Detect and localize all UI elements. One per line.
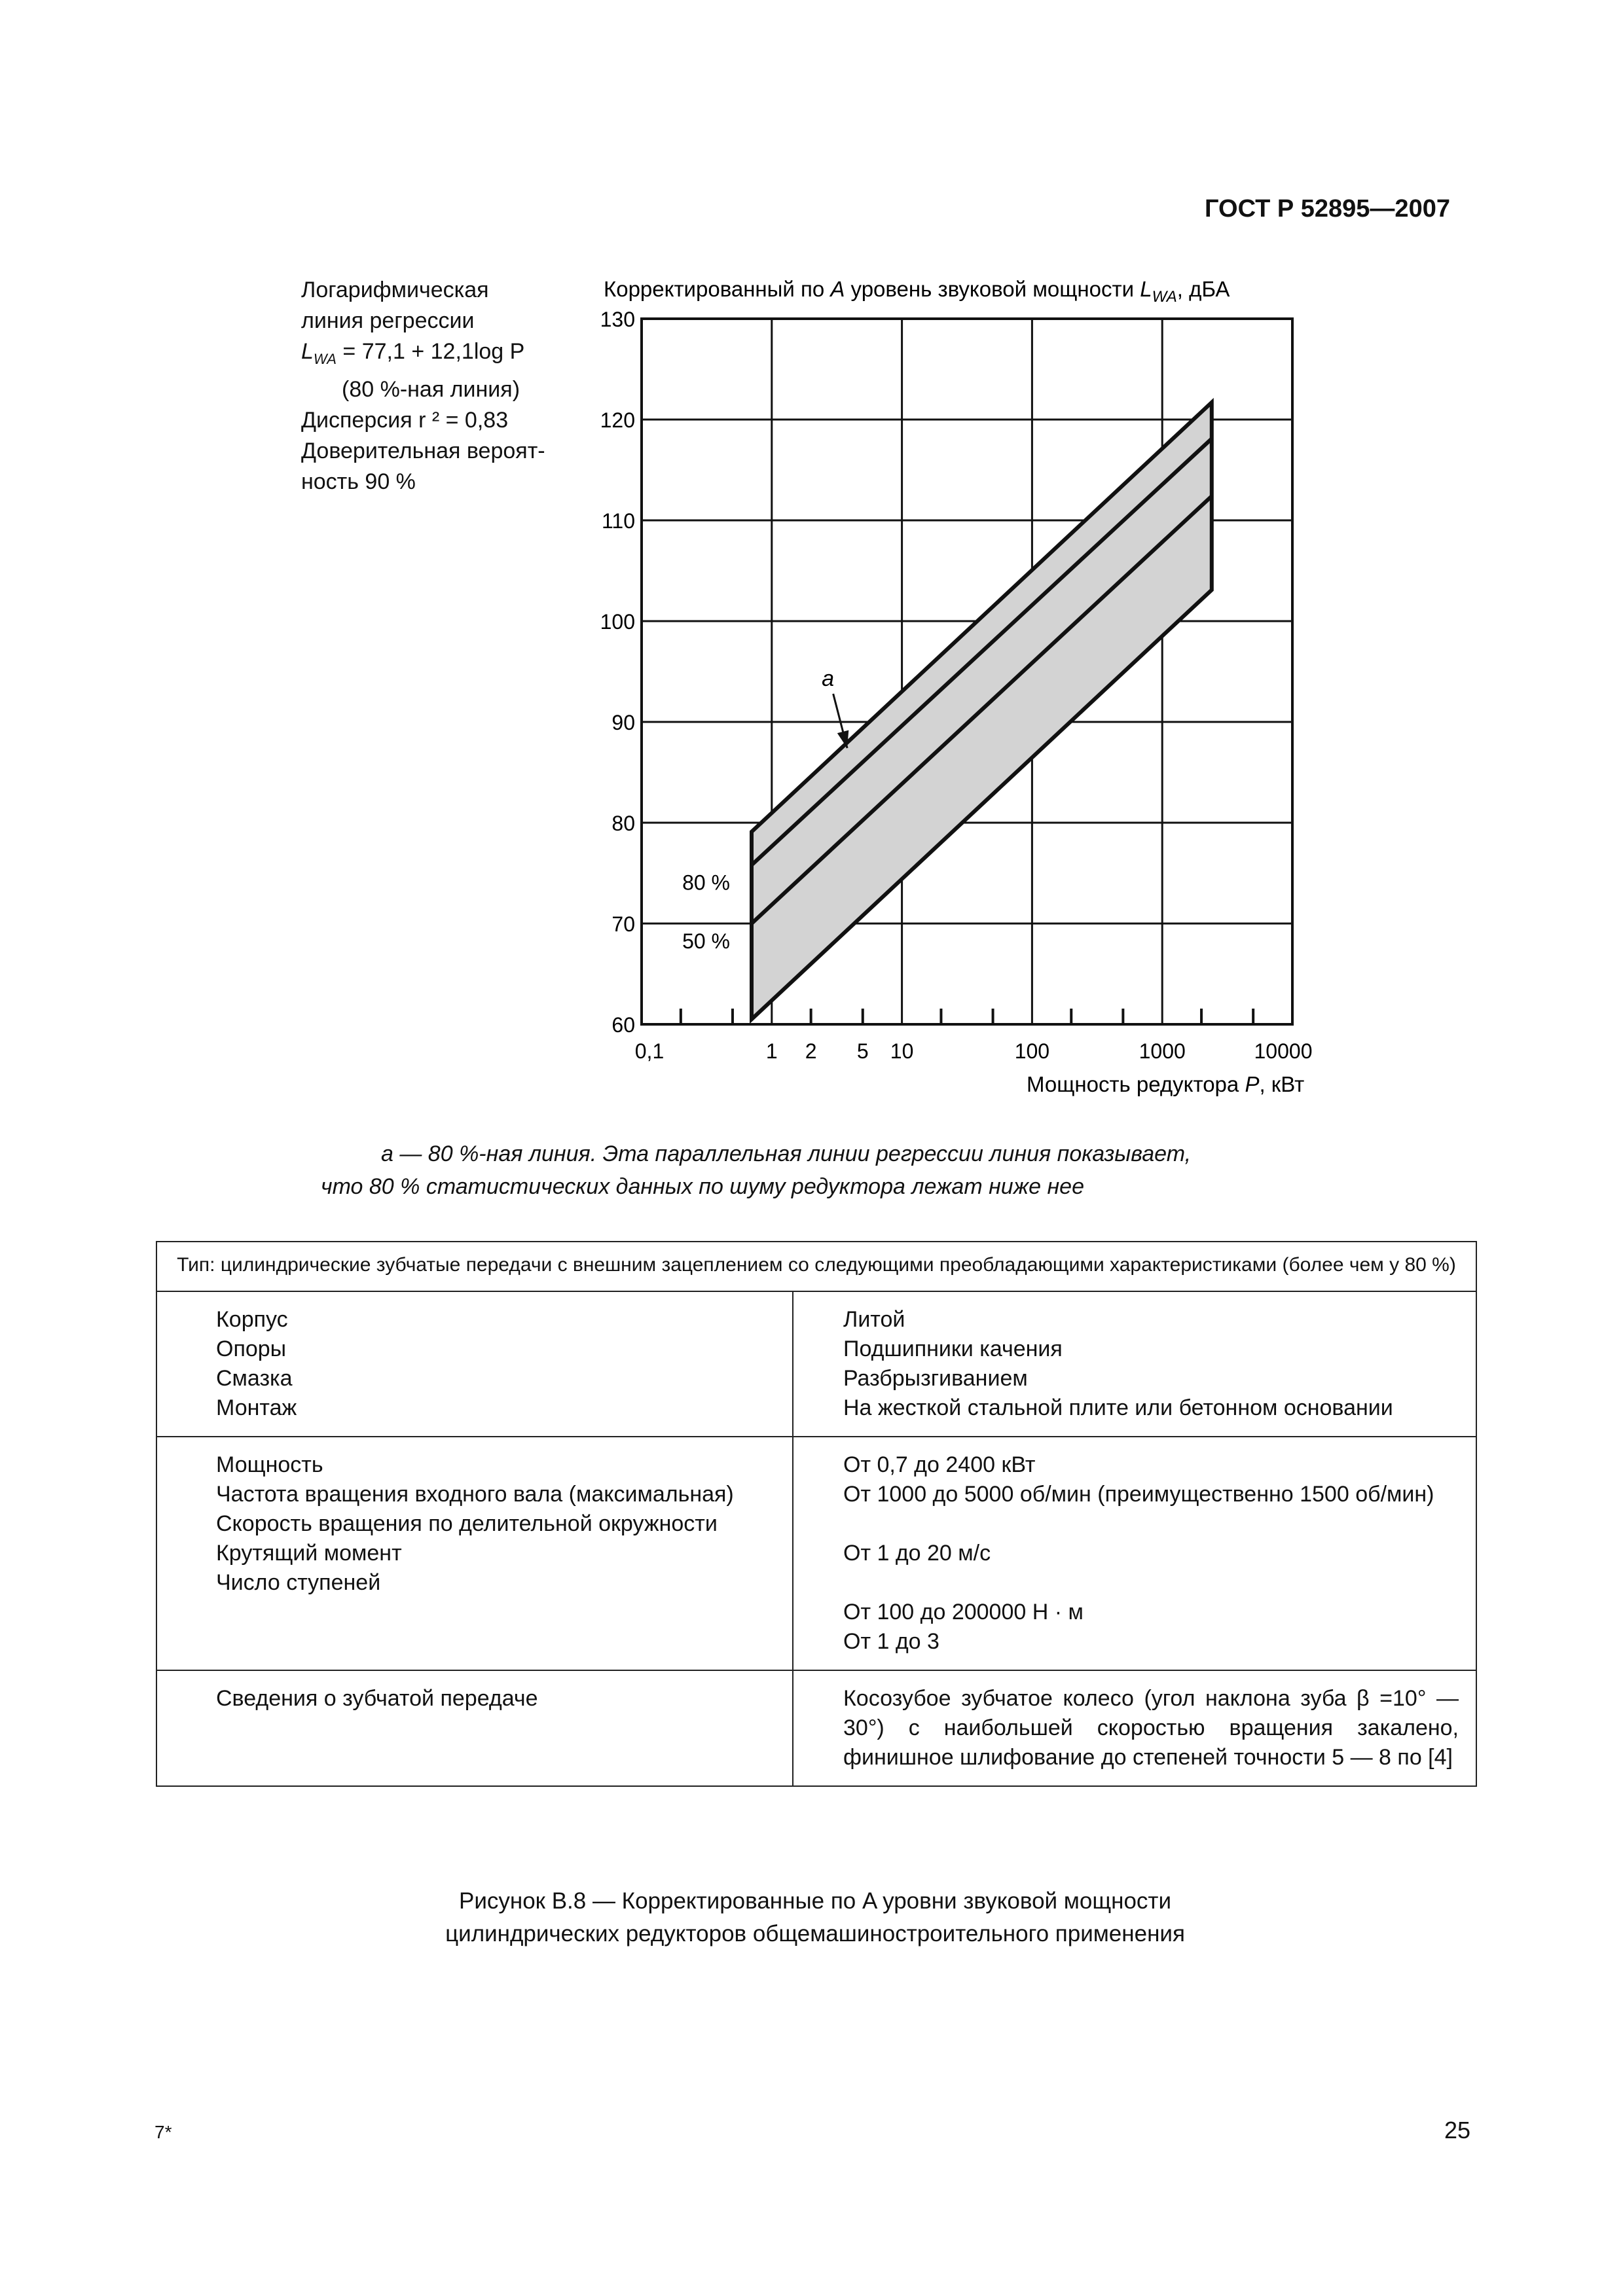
note-line-1: a — 80 %-ная линия. Эта параллельная линии регрессии линия показывает, — [381, 1141, 1192, 1166]
cell-line: Скорость вращения по делительной окружности — [216, 1511, 718, 1536]
cell-line: Опоры — [216, 1336, 287, 1361]
cell-line: Корпус — [216, 1307, 288, 1332]
cell-line: Подшипники качения — [843, 1336, 1063, 1361]
legend-line-1: Логарифмическая — [301, 278, 489, 302]
table-row — [156, 1291, 1476, 1437]
x-tick-label: 10000 — [1254, 1039, 1313, 1063]
x-tick-label: 1000 — [1139, 1039, 1186, 1063]
cell-line: От 0,7 до 2400 кВт — [843, 1452, 1036, 1477]
table-cell — [156, 1291, 793, 1437]
cell-line: Разбрызгиванием — [843, 1366, 1028, 1391]
y-tick-label: 80 — [611, 812, 635, 835]
chart — [0, 0, 1623, 1126]
y-tick-label: 130 — [600, 308, 635, 331]
footer-mark: 7* — [155, 2122, 172, 2142]
cell-line: Смазка — [216, 1366, 293, 1391]
cell-line: Сведения о зубчатой передаче — [216, 1686, 538, 1711]
series-label-1: 80 % — [682, 870, 731, 895]
y-tick-label: 110 — [601, 509, 635, 533]
page-number: 25 — [1444, 2117, 1471, 2144]
formula-subscript: WA — [313, 350, 337, 367]
table-row — [156, 1670, 1476, 1786]
formula-body: = 77,1 + 12,1log P — [336, 339, 525, 364]
series-label-2: 50 % — [682, 929, 731, 953]
legend-confidence-2: ность 90 % — [301, 469, 416, 494]
cell-line: Литой — [843, 1307, 905, 1332]
x-tick-label: 1 — [765, 1039, 778, 1063]
x-axis-title: Мощность редуктора P, кВт — [1027, 1072, 1305, 1096]
x-tick-label: 0,1 — [634, 1039, 665, 1063]
cell-line: Монтаж — [216, 1395, 297, 1420]
x-tick-label: 5 — [856, 1039, 869, 1063]
spec-table — [156, 1241, 1477, 1787]
cell-line: От 100 до 200000 Н · м — [843, 1600, 1084, 1624]
table-cell — [156, 1670, 793, 1786]
note-line-2: что 80 % статистических данных по шуму редуктора лежат ниже нее — [321, 1174, 1084, 1199]
y-tick-label: 90 — [611, 711, 635, 734]
table-cell — [793, 1670, 1476, 1786]
legend-dispersion: Дисперсия r ² = 0,83 — [301, 407, 509, 433]
table-cell — [793, 1437, 1476, 1670]
y-tick-label: 60 — [611, 1013, 635, 1037]
figure-caption — [262, 1885, 1368, 1950]
table-row — [156, 1437, 1476, 1670]
legend-line-2: линия регрессии — [301, 308, 475, 333]
figure-note — [321, 1138, 1355, 1203]
formula-symbol: L — [301, 339, 314, 364]
annotation — [822, 666, 848, 748]
table-header: Тип: цилиндрические зубчатые передачи с внешним зацеплением со следующими преобладающими характеристиками (более чем у 80 %) — [156, 1242, 1476, 1291]
y-axis-title: Корректированный по A уровень звуковой мощности $L_{WA}$, дБА — [604, 277, 1230, 306]
caption-line-1: Рисунок В.8 — Корректированные по A уровни звуковой мощности — [458, 1888, 1172, 1914]
series-line-2 — [752, 496, 1212, 924]
cell-line: Частота вращения входного вала (максимальная) — [216, 1482, 734, 1507]
table-cell — [793, 1291, 1476, 1437]
cell-line: Крутящий момент — [216, 1541, 402, 1566]
legend-line-4: (80 %-ная линия) — [342, 376, 520, 402]
y-tick-label: 100 — [600, 610, 635, 634]
x-tick-label: 10 — [890, 1039, 914, 1063]
annotation-label: a — [822, 666, 835, 691]
cell-line: На жесткой стальной плите или бетонном основании — [843, 1395, 1393, 1420]
cell-line: Число ступеней — [216, 1570, 381, 1595]
table-header-row — [156, 1242, 1476, 1291]
cell-line: От 1 до 3 — [843, 1629, 939, 1654]
x-tick-label: 2 — [805, 1039, 817, 1063]
cell-line: От 1000 до 5000 об/мин (преимущественно 1500 об/мин) — [843, 1482, 1434, 1507]
y-tick-label: 70 — [611, 912, 635, 936]
legend-confidence-1: Доверительная вероят- — [301, 438, 545, 463]
cell-line: От 1 до 20 м/с — [843, 1541, 991, 1566]
cell-text: Косозубое зубчатое колесо (угол наклона зуба β =10° — 30°) с наибольшей скоростью вращения закалено, финишное шлифование до степеней точности 5 — 8 по [4] — [843, 1686, 1459, 1770]
caption-line-2: цилиндрических редукторов общемашиностроительного применения — [445, 1921, 1185, 1946]
axis-ticks — [681, 1009, 1253, 1024]
cell-line: Мощность — [216, 1452, 323, 1477]
y-tick-label: 120 — [600, 408, 635, 432]
table-cell — [156, 1437, 793, 1670]
document-id: ГОСТ Р 52895—2007 — [1205, 195, 1450, 223]
x-tick-label: 100 — [1014, 1039, 1050, 1063]
